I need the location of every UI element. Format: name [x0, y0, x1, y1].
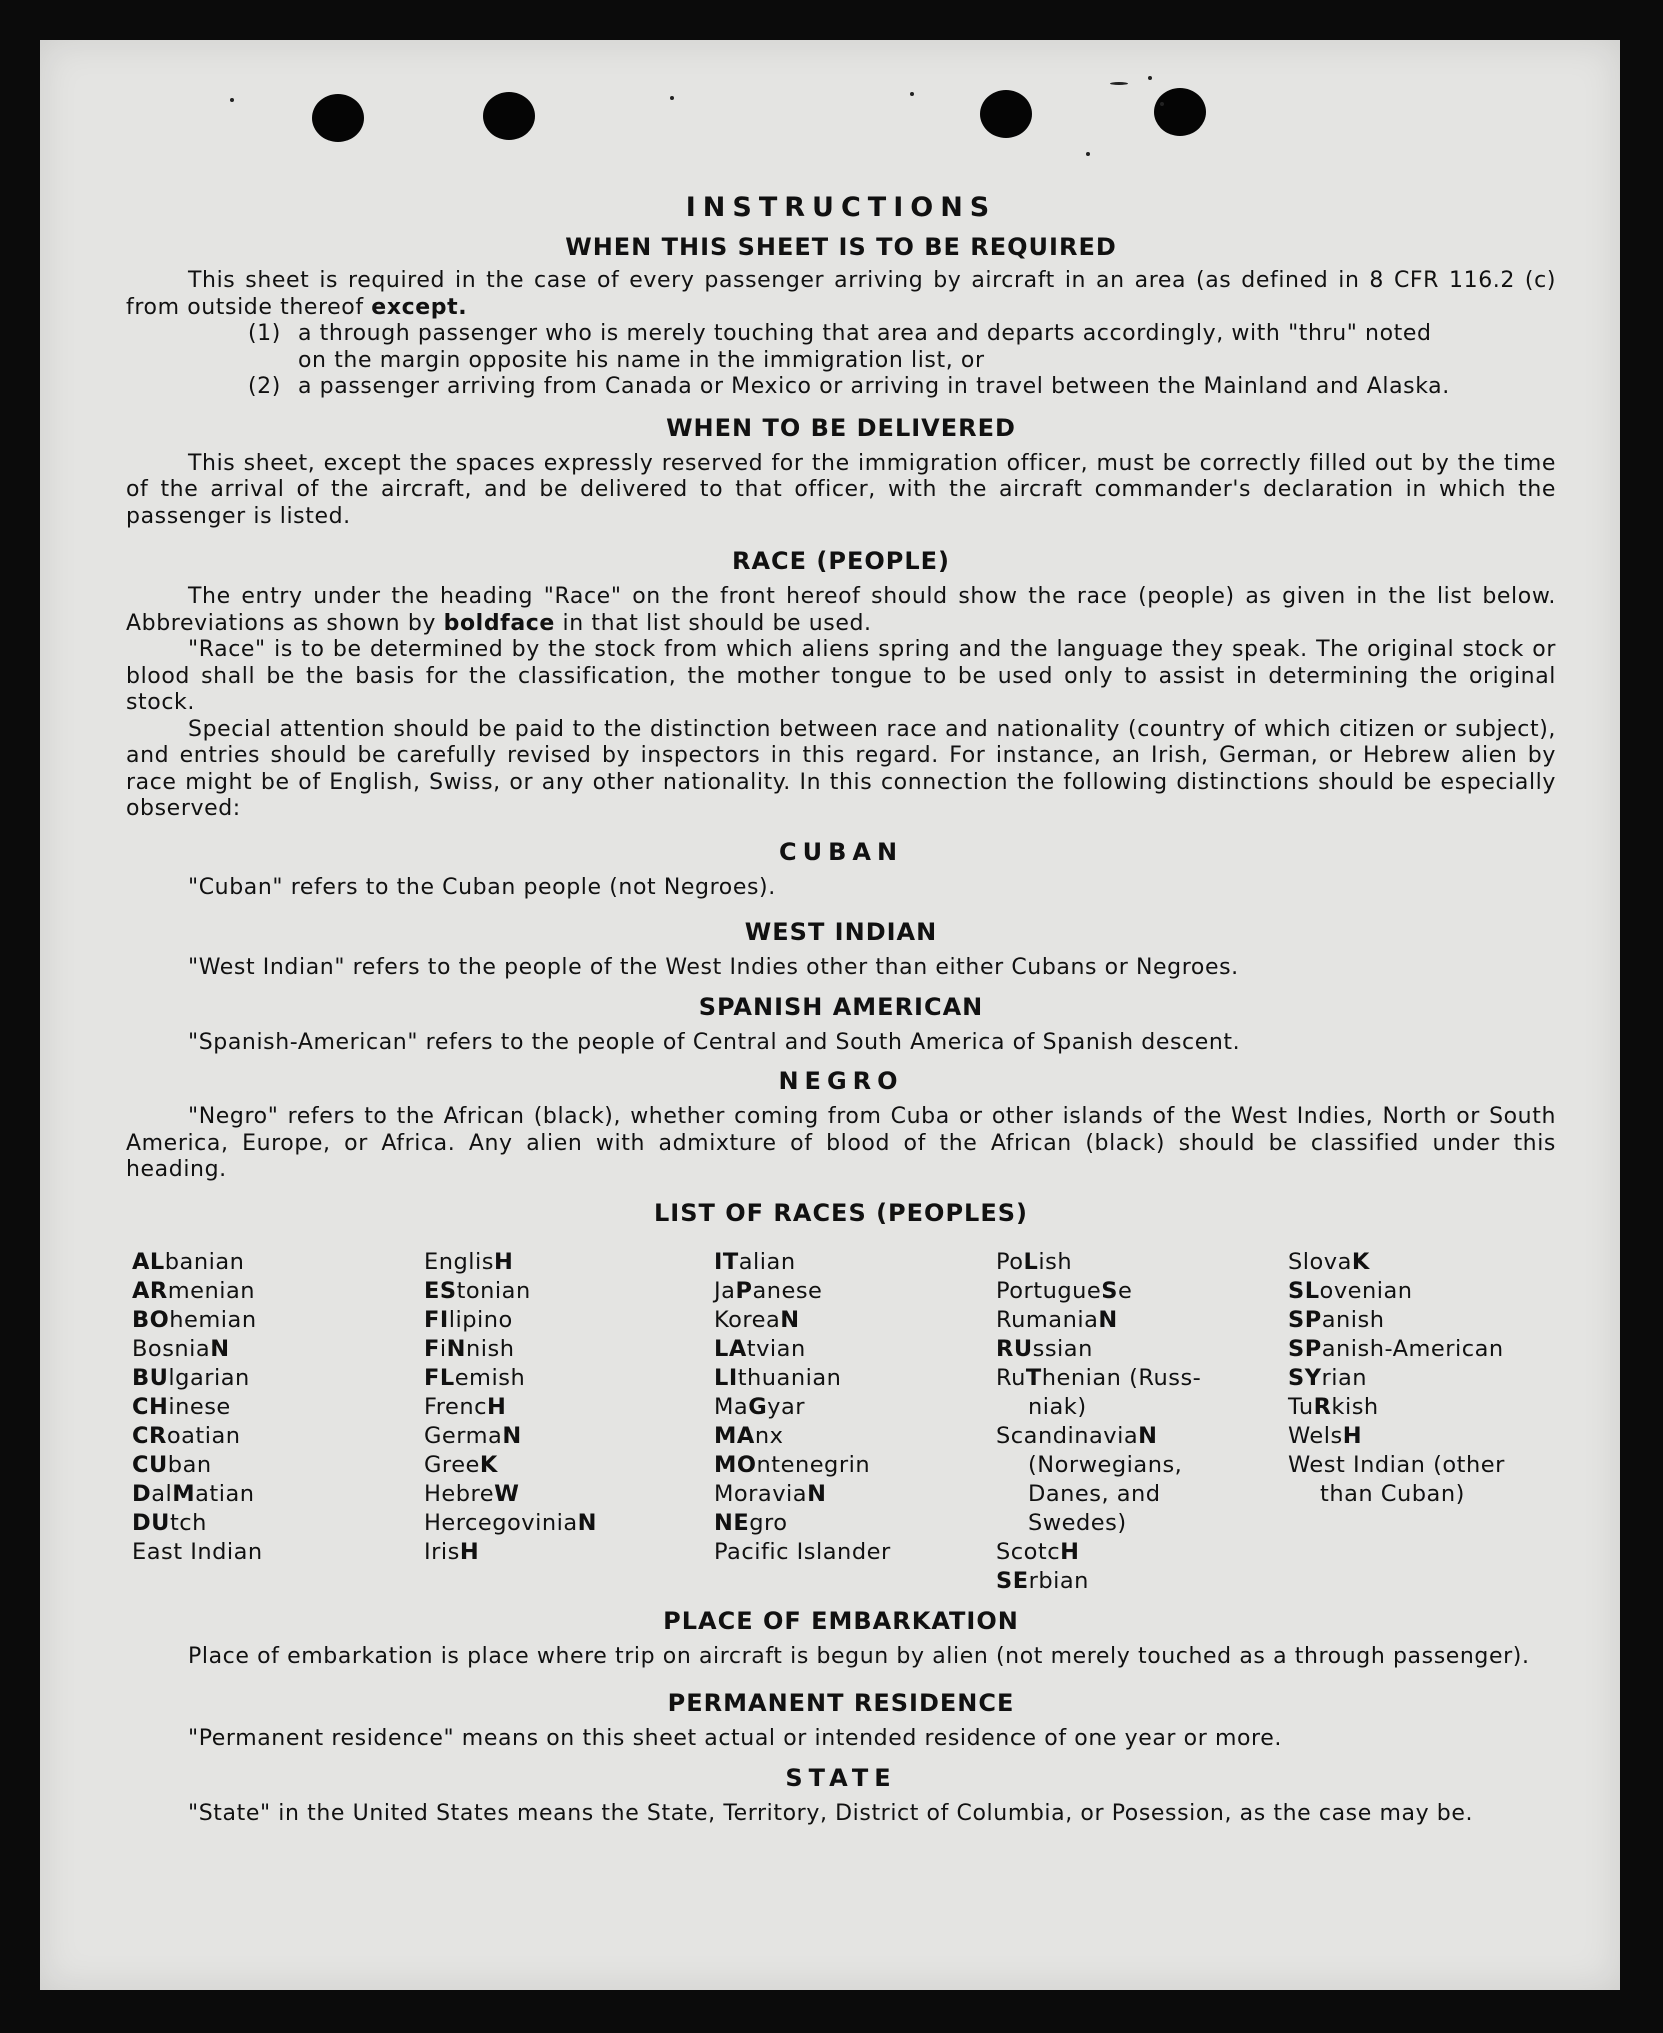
- race-entry: [996, 1248, 1288, 1277]
- race-entry: [714, 1248, 996, 1277]
- race-text: nx: [754, 1422, 784, 1449]
- race-entry: [132, 1364, 424, 1393]
- race-entry: [996, 1422, 1288, 1451]
- race-p1-text-end: in that list should be used.: [562, 610, 872, 636]
- section-heading-race: RACE (PEOPLE): [731, 547, 951, 575]
- race-entry: [714, 1393, 996, 1422]
- section-heading-negro: NEGRO: [778, 1067, 904, 1095]
- race-text: Hebre: [424, 1480, 495, 1507]
- residence-text: "Permanent residence" means on this sheet actual or intended residence of one year or more.: [188, 1726, 1282, 1751]
- race-abbrev: S: [1101, 1277, 1118, 1304]
- race-column: [714, 1248, 996, 1596]
- item-text: a passenger arriving from Canada or Mexico or arriving in travel between the Mainland and Alaska.: [298, 374, 1450, 399]
- race-entry: [424, 1538, 714, 1567]
- race-text: anish: [1321, 1306, 1385, 1333]
- race-abbrev: H: [487, 1393, 507, 1420]
- race-abbrev: N: [1098, 1306, 1118, 1333]
- section-heading-required: WHEN THIS SHEET IS TO BE REQUIRED: [565, 233, 1117, 261]
- race-text: Wels: [1288, 1422, 1343, 1449]
- race-text: banian: [164, 1248, 245, 1275]
- section-heading-list: LIST OF RACES (PEOPLES): [654, 1198, 1028, 1227]
- race-abbrev: SP: [1288, 1306, 1322, 1333]
- race-entry: [714, 1480, 996, 1509]
- race-entry: [996, 1538, 1288, 1567]
- required-item-2: [248, 374, 1556, 401]
- section-heading-west-indian: WEST INDIAN: [744, 918, 938, 946]
- document-sheet: [40, 40, 1620, 1990]
- race-abbrev: BO: [132, 1306, 170, 1333]
- race-abbrev: N: [502, 1422, 522, 1449]
- race-entry: [714, 1306, 996, 1335]
- race-entry: [714, 1364, 996, 1393]
- race-abbrev: K: [479, 1451, 498, 1478]
- race-entry: [996, 1306, 1288, 1335]
- race-entry: [1288, 1393, 1538, 1422]
- race-text: Po: [996, 1248, 1024, 1275]
- race-entry: [424, 1335, 714, 1364]
- race-abbrev: R: [1313, 1393, 1332, 1420]
- race-entry: [996, 1509, 1288, 1538]
- race-text: al: [151, 1480, 173, 1507]
- race-text: gro: [749, 1509, 788, 1536]
- race-text: rian: [1321, 1364, 1368, 1391]
- race-entry: [1288, 1335, 1538, 1364]
- race-text: Pacific Islander: [714, 1538, 891, 1565]
- race-text: Germa: [424, 1422, 503, 1449]
- race-text: Bosnia: [132, 1335, 211, 1362]
- state-text: "State" in the United States means the State, Territory, District of Columbia, or Posession, as the case may be.: [188, 1800, 1474, 1826]
- race-entry: [424, 1248, 714, 1277]
- race-abbrev: W: [494, 1480, 520, 1507]
- race-entry: [714, 1335, 996, 1364]
- race-text: Hercegovinia: [424, 1509, 578, 1536]
- race-entry: [714, 1509, 996, 1538]
- race-abbrev: AL: [132, 1248, 165, 1275]
- race-text: (Norwegians,: [1028, 1451, 1183, 1478]
- race-entry: [996, 1480, 1288, 1509]
- speck: [230, 98, 234, 102]
- race-column: [996, 1248, 1288, 1596]
- race-abbrev: G: [748, 1393, 768, 1420]
- race-paragraph-3: Special attention should be paid to the distinction between race and nationality (country of which citizen or subject), and entries should be carefully revised by inspectors in this regard. For instance, an Irish, German, or Hebrew alien by race might be of English, Swiss, or any other nationality. In this connection the following distinctions should be especially observed:: [126, 716, 1556, 821]
- race-entry: [1288, 1248, 1538, 1277]
- race-text: lgarian: [168, 1364, 250, 1391]
- section-heading-delivered: WHEN TO BE DELIVERED: [666, 413, 1016, 442]
- race-text: i: [439, 1335, 447, 1362]
- punch-hole: [312, 94, 364, 142]
- race-entry: [132, 1509, 424, 1538]
- race-text: niak): [1028, 1393, 1087, 1420]
- race-text: anish-American: [1321, 1335, 1504, 1362]
- section-heading-embarkation: PLACE OF EMBARKATION: [663, 1606, 1019, 1635]
- speck: [1086, 152, 1090, 156]
- race-abbrev: N: [577, 1509, 597, 1536]
- race-entry: [424, 1451, 714, 1480]
- race-abbrev: F: [424, 1335, 440, 1362]
- negro-text: "Negro" refers to the African (black), whether coming from Cuba or other islands of the West Indies, North or South America, Europe, or Africa. Any alien with admixture of blood of the African (black) should be classified under this heading.: [126, 1104, 1556, 1182]
- race-abbrev: SY: [1288, 1364, 1322, 1391]
- race-text: emish: [454, 1364, 526, 1391]
- race-entry: [132, 1306, 424, 1335]
- race-abbrev: CH: [132, 1393, 169, 1420]
- race-abbrev: T: [1025, 1364, 1042, 1391]
- race-abbrev: IT: [714, 1248, 739, 1275]
- race-abbrev: SL: [1288, 1277, 1320, 1304]
- race-abbrev: LI: [714, 1364, 738, 1391]
- race-paragraph-2: "Race" is to be determined by the stock from which aliens spring and the language they speak. The original stock or blood shall be the basis for the classification, the mother tongue to be used only to assist in determining the original stock.: [126, 637, 1556, 715]
- race-entry: [1288, 1364, 1538, 1393]
- item-number: (2): [248, 374, 281, 399]
- race-entry: [132, 1451, 424, 1480]
- spanish-american-text: "Spanish-American" refers to the people of Central and South America of Spanish descent.: [188, 1029, 1241, 1055]
- race-entry: [424, 1422, 714, 1451]
- race-abbrev: N: [1138, 1422, 1158, 1449]
- west-indian-text: "West Indian" refers to the people of the West Indies other than either Cubans or Negroes.: [188, 955, 1239, 980]
- race-list: [132, 1248, 1556, 1596]
- race-column: [1288, 1248, 1538, 1596]
- race-text: Ja: [714, 1277, 736, 1304]
- speck: [1148, 76, 1152, 80]
- race-text: rbian: [1028, 1567, 1089, 1594]
- race-entry: [132, 1335, 424, 1364]
- race-entry: [424, 1509, 714, 1538]
- race-text: tonian: [456, 1277, 531, 1304]
- item-text: a through passenger who is merely touching that area and departs accordingly, with "thru" noted: [298, 321, 1432, 346]
- race-entry: [996, 1567, 1288, 1596]
- race-text: Scandinavia: [996, 1422, 1139, 1449]
- race-text: hemian: [169, 1306, 257, 1333]
- race-abbrev: K: [1351, 1248, 1370, 1275]
- section-heading-state: STATE: [785, 1763, 897, 1792]
- race-abbrev: NE: [714, 1509, 750, 1536]
- race-abbrev: SP: [1288, 1335, 1322, 1362]
- race-text: Ru: [996, 1364, 1026, 1391]
- race-entry: [996, 1451, 1288, 1480]
- race-entry: [424, 1364, 714, 1393]
- race-text: Slova: [1288, 1248, 1352, 1275]
- race-abbrev: LA: [714, 1335, 747, 1362]
- race-entry: [1288, 1277, 1538, 1306]
- required-lead-bold: except.: [371, 294, 468, 320]
- section-heading-spanish-american: SPANISH AMERICAN: [698, 992, 984, 1021]
- race-entry: [132, 1538, 424, 1567]
- race-text: Swedes): [1028, 1509, 1127, 1536]
- speck: [1160, 102, 1164, 106]
- race-abbrev: H: [493, 1248, 514, 1275]
- race-entry: [714, 1422, 996, 1451]
- race-text: anese: [752, 1277, 823, 1304]
- race-abbrev: D: [132, 1480, 152, 1507]
- race-text: ban: [167, 1451, 212, 1478]
- punch-hole: [980, 90, 1032, 138]
- race-text: ssian: [1032, 1335, 1093, 1362]
- race-text: e: [1117, 1277, 1133, 1304]
- race-text: Korea: [714, 1306, 781, 1333]
- race-abbrev: P: [735, 1277, 753, 1304]
- race-text: East Indian: [132, 1538, 263, 1565]
- race-entry: [132, 1248, 424, 1277]
- race-text: alian: [738, 1248, 796, 1275]
- item-text-cont: on the margin opposite his name in the immigration list, or: [298, 347, 985, 373]
- race-abbrev: M: [172, 1480, 196, 1507]
- race-text: Rumania: [996, 1306, 1099, 1333]
- race-entry: [424, 1277, 714, 1306]
- race-text: yar: [767, 1393, 806, 1420]
- race-text: Englis: [424, 1248, 494, 1275]
- race-paragraph-1: [126, 584, 1556, 637]
- race-text: nish: [465, 1335, 515, 1362]
- instructions-content: [126, 190, 1556, 1827]
- race-text: Ma: [714, 1393, 749, 1420]
- race-text: Tu: [1288, 1393, 1314, 1420]
- race-text: ntenegrin: [756, 1451, 871, 1478]
- race-entry: [132, 1422, 424, 1451]
- race-abbrev: H: [1342, 1422, 1363, 1449]
- race-text: than Cuban): [1320, 1480, 1465, 1507]
- race-entry: [996, 1393, 1288, 1422]
- race-entry: [424, 1393, 714, 1422]
- race-entry: [996, 1364, 1288, 1393]
- speck: [1110, 82, 1128, 85]
- race-entry: [424, 1306, 714, 1335]
- race-text: West Indian (other: [1288, 1451, 1505, 1478]
- race-text: atian: [195, 1480, 255, 1507]
- race-abbrev: N: [446, 1335, 466, 1362]
- race-text: Danes, and: [1028, 1480, 1161, 1507]
- race-text: menian: [167, 1277, 256, 1304]
- race-entry: [714, 1277, 996, 1306]
- race-abbrev: RU: [996, 1335, 1033, 1362]
- race-abbrev: MO: [714, 1451, 757, 1478]
- race-abbrev: DU: [132, 1509, 170, 1536]
- required-lead-text: This sheet is required in the case of every passenger arriving by aircraft in an area (as defined in 8 CFR 116.2 (c) from outside thereof: [126, 268, 1556, 320]
- race-abbrev: H: [459, 1538, 480, 1565]
- punch-hole: [483, 92, 535, 140]
- race-entry: [1288, 1451, 1538, 1480]
- race-text: Gree: [424, 1451, 480, 1478]
- race-text: oatian: [166, 1422, 241, 1449]
- race-abbrev: FI: [424, 1306, 449, 1333]
- race-text: ovenian: [1319, 1277, 1413, 1304]
- race-abbrev: AR: [132, 1277, 168, 1304]
- race-entry: [132, 1480, 424, 1509]
- race-abbrev: H: [1060, 1538, 1080, 1565]
- required-lead: [126, 268, 1556, 321]
- delivered-text: This sheet, except the spaces expressly reserved for the immigration officer, must be correctly filled out by the time of the arrival of the aircraft, and be delivered to that officer, with the aircraft commander's declaration in which the passenger is listed.: [126, 450, 1556, 529]
- race-text: ish: [1038, 1248, 1073, 1275]
- punch-hole: [1154, 88, 1206, 136]
- race-abbrev: BU: [132, 1364, 169, 1391]
- race-entry: [424, 1480, 714, 1509]
- race-p1-bold: boldface: [443, 610, 555, 636]
- race-text: inese: [168, 1393, 231, 1420]
- race-abbrev: FL: [424, 1364, 455, 1391]
- race-text: Iris: [424, 1538, 460, 1565]
- speck: [910, 92, 914, 96]
- race-abbrev: N: [807, 1480, 827, 1507]
- race-text: Moravia: [714, 1480, 808, 1507]
- required-item-1: [248, 321, 1556, 374]
- race-text: thuanian: [737, 1364, 842, 1391]
- race-entry: [1288, 1422, 1538, 1451]
- race-text: lipino: [448, 1306, 513, 1333]
- race-abbrev: N: [780, 1306, 800, 1333]
- race-entry: [996, 1277, 1288, 1306]
- section-heading-cuban: CUBAN: [778, 837, 904, 866]
- race-text: Portugue: [996, 1277, 1102, 1304]
- race-text: tvian: [746, 1335, 806, 1362]
- race-text: kish: [1331, 1393, 1379, 1420]
- race-abbrev: CU: [132, 1451, 168, 1478]
- race-p1-text: The entry under the heading "Race" on the front hereof should show the race (people) as given in the list below. Abbreviations as shown by: [126, 584, 1556, 636]
- section-heading-residence: PERMANENT RESIDENCE: [667, 1689, 1015, 1717]
- race-entry: [714, 1538, 996, 1567]
- race-column: [132, 1248, 424, 1596]
- race-entry: [132, 1277, 424, 1306]
- item-number: (1): [248, 321, 281, 346]
- cuban-text: "Cuban" refers to the Cuban people (not Negroes).: [188, 874, 776, 900]
- speck: [670, 96, 674, 100]
- embarkation-text: Place of embarkation is place where trip on aircraft is begun by alien (not merely touched as a through passenger).: [188, 1643, 1530, 1669]
- race-abbrev: CR: [132, 1422, 167, 1449]
- race-entry: [132, 1393, 424, 1422]
- race-column: [424, 1248, 714, 1596]
- page-title: INSTRUCTIONS: [685, 192, 997, 223]
- race-text: tch: [169, 1509, 207, 1536]
- race-entry: [1288, 1480, 1538, 1509]
- race-abbrev: SE: [996, 1567, 1029, 1594]
- race-text: henian (Russ-: [1041, 1364, 1202, 1391]
- race-entry: [714, 1451, 996, 1480]
- race-abbrev: ES: [424, 1277, 457, 1304]
- race-entry: [996, 1335, 1288, 1364]
- race-abbrev: MA: [714, 1422, 755, 1449]
- race-text: Frenc: [424, 1393, 488, 1420]
- race-entry: [1288, 1306, 1538, 1335]
- race-abbrev: N: [210, 1335, 230, 1362]
- race-abbrev: L: [1023, 1248, 1039, 1275]
- race-text: Scotc: [996, 1538, 1061, 1565]
